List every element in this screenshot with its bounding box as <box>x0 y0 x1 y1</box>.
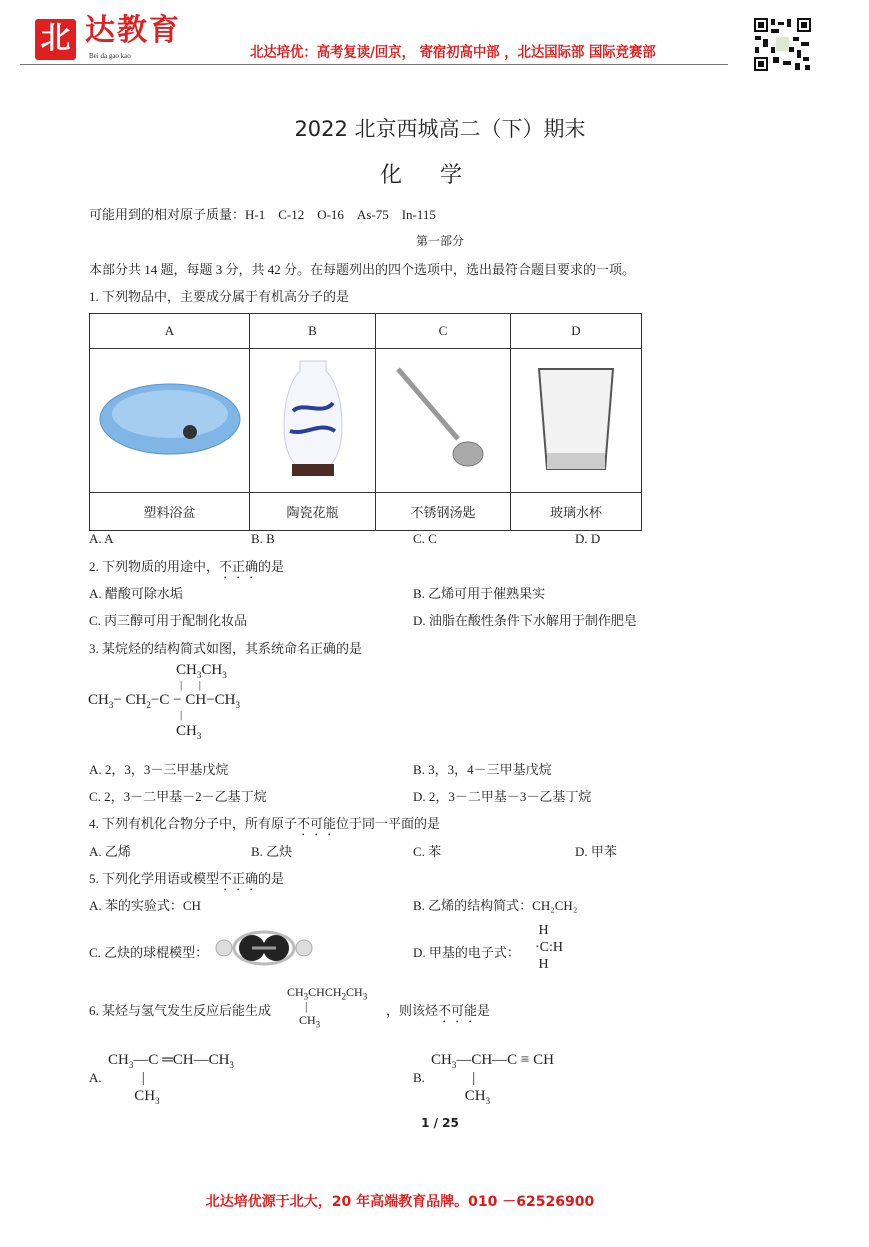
q3-option-c: C. 2，3－二甲基－2－乙基丁烷 <box>89 789 267 804</box>
porcelain-vase-image <box>250 349 376 493</box>
q4-stem-post: 位于同一平面的是 <box>336 816 441 831</box>
q5-option-a: A. 苯的实验式：CH <box>89 898 201 913</box>
q1-option-b: B. B <box>251 531 275 546</box>
label-d: 玻璃水杯 <box>511 493 642 531</box>
q3-stem: 3. 某烷烃的结构简式如图，其系统命名正确的是 <box>89 641 363 656</box>
q5-option-b: B. 乙烯的结构简式：CH₂CH₂ <box>413 898 578 913</box>
q3-structure-main: $CH_3- CH_2-C - CH-CH_3$ <box>88 692 240 710</box>
col-a: A <box>90 314 250 349</box>
q4-stem <box>89 813 440 839</box>
q6-option-a-structure: $CH_3—C$ $═CH—CH_3$ | $CH_3$ <box>108 1052 234 1106</box>
col-c: C <box>376 314 511 349</box>
q3-option-d: D. 2，3－二甲基－3－乙基丁烷 <box>413 789 592 804</box>
q2-option-c: C. 丙三醇可用于配制化妆品 <box>89 613 248 628</box>
col-b: B <box>250 314 376 349</box>
instructions: 本部分共 14 题，每题 3 分，共 42 分。在每题列出的四个选项中，选出最符合题目要求的一项。 <box>89 262 636 277</box>
exam-title: 2022 北京西城高二（下）期末 <box>294 117 586 141</box>
page-number: 1 / 25 <box>421 1116 459 1130</box>
q1-option-c: C. C <box>413 531 437 546</box>
methyl-electron-formula: H ·C:H H <box>535 923 563 972</box>
header-divider <box>20 64 728 65</box>
q6-stem-emphasis: 不可能 <box>438 1003 478 1018</box>
q2-option-a: A. 醋酸可除水垢 <box>89 586 183 601</box>
q3-bonds-top: | | <box>180 679 201 691</box>
q6-stem-post: 是 <box>477 1003 491 1018</box>
q2-stem-emphasis: 不正确 <box>219 559 259 574</box>
q6-option-b-structure: $CH_3—CH—C$ ≡ CH | $CH_3$ <box>431 1052 554 1106</box>
q4-option-a: A. 乙烯 <box>89 844 131 859</box>
exam-subject: 化学 <box>379 163 500 188</box>
q2-stem-post: 的是 <box>258 559 285 574</box>
label-a: 塑料浴盆 <box>90 493 250 531</box>
q5-stem-emphasis: 不正确 <box>219 871 259 886</box>
q2-stem <box>89 556 284 582</box>
plastic-tub-image <box>90 349 250 493</box>
qr-code-icon <box>753 17 812 72</box>
logo-name: 达教育 <box>85 13 181 48</box>
label-b: 陶瓷花瓶 <box>250 493 376 531</box>
q2-option-d: D. 油脂在酸性条件下水解用于制作肥皂 <box>413 613 637 628</box>
col-d: D <box>511 314 642 349</box>
q4-option-d: D. 甲苯 <box>575 844 617 859</box>
q3-option-a: A. 2，3，3－三甲基戊烷 <box>89 762 229 777</box>
q1-stem: 1. 下列物品中，主要成分属于有机高分子的是 <box>89 289 350 304</box>
q2-stem-pre: 2. 下列物质的用途中， <box>89 559 220 574</box>
q5-stem <box>89 868 284 894</box>
q5-stem-pre: 5. 下列化学用语或模型 <box>89 871 220 886</box>
q6-option-b: B. <box>413 1070 425 1085</box>
q5-option-d: D. 甲基的电子式： <box>413 945 520 960</box>
q4-stem-emphasis: 不可能 <box>297 816 337 831</box>
steel-ladle-image <box>376 349 511 493</box>
q5-stem-post: 的是 <box>258 871 285 886</box>
q4-stem-pre: 4. 下列有机化合物分子中，所有原子 <box>89 816 298 831</box>
q2-option-b: B. 乙烯可用于催熟果实 <box>413 586 546 601</box>
q5-option-c: C. 乙炔的球棍模型： <box>89 945 209 960</box>
q1-option-a: A. A <box>89 531 114 546</box>
label-c: 不锈钢汤匙 <box>376 493 511 531</box>
q4-option-c: C. 苯 <box>413 844 442 859</box>
q1-option-d: D. D <box>575 531 601 546</box>
q3-structure-bottom: $CH_3$ <box>176 723 202 741</box>
q3-bond-bottom: | <box>180 709 183 721</box>
q3-option-b: B. 3，3，4－三甲基戊烷 <box>413 762 552 777</box>
logo-mark: 北 <box>35 19 76 60</box>
q6-option-a: A. <box>89 1070 102 1085</box>
atomic-masses: 可能用到的相对原子质量：H-1 C-12 O-16 As-75 In-115 <box>89 207 436 222</box>
q6-product-structure: $CH_3CHCH_2CH_3$ | $CH_3$ <box>287 985 368 1030</box>
footer-text: 北达培优源于北大，20 年高端教育品牌。010 －62526900 <box>205 1194 595 1210</box>
q6-stem-pre: 6. 某烃与氢气发生反应后能生成 <box>89 1003 272 1018</box>
q4-option-b: B. 乙炔 <box>251 844 293 859</box>
logo-subtitle: Bei da gao kao <box>89 52 131 60</box>
part-heading: 第一部分 <box>415 234 464 248</box>
q6-stem-mid: ，则该烃 <box>386 1003 439 1018</box>
q1-table <box>89 313 642 531</box>
q3-structure-top: $CH_3CH_3$ <box>176 662 227 680</box>
header-slogan: 北达培优：高考复读/回京， 寄宿初高中部 ，北达国际部 国际竞赛部 <box>250 45 656 61</box>
acetylene-ball-stick-model <box>212 930 316 966</box>
glass-cup-image <box>511 349 642 493</box>
